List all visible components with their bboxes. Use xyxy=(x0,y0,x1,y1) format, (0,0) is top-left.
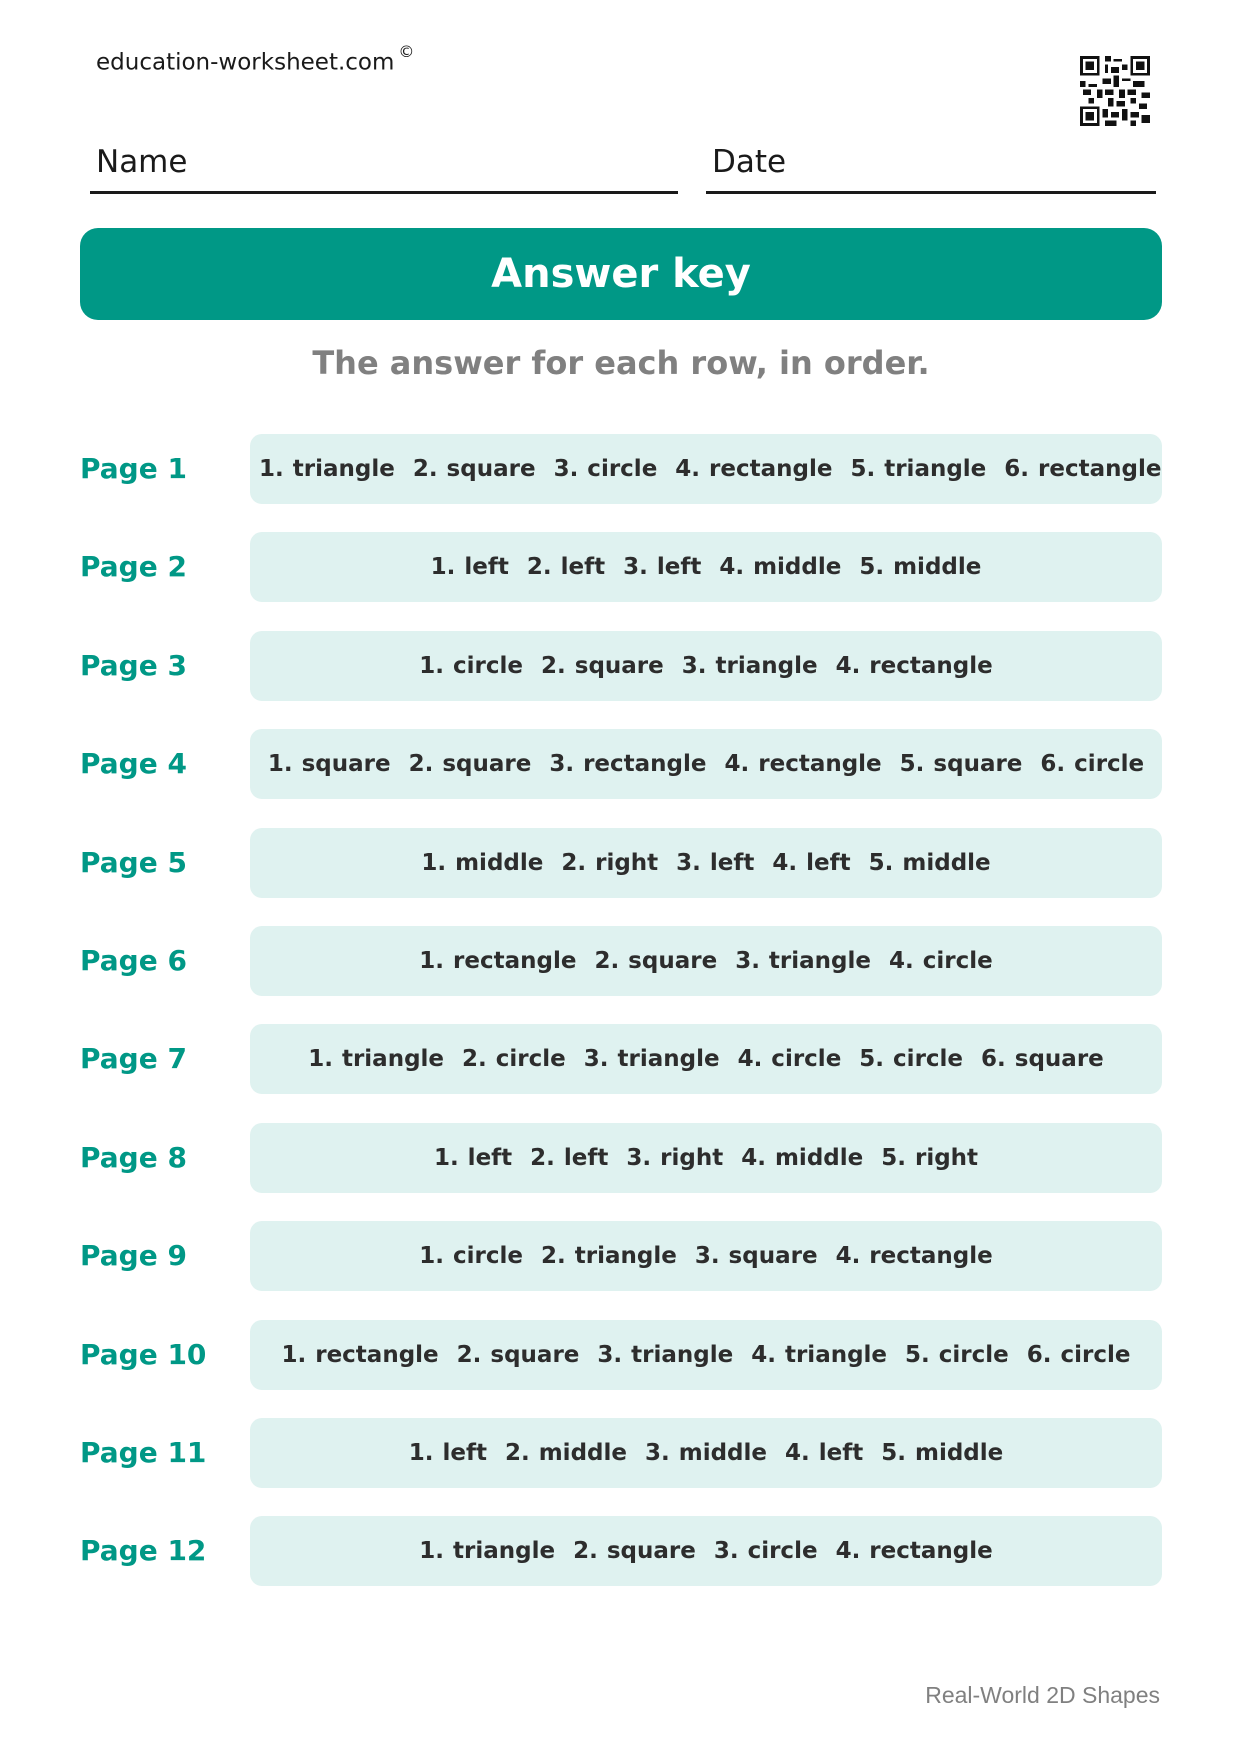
answer-row xyxy=(0,532,1240,602)
answer-row xyxy=(0,1516,1240,1586)
answer-item: 5. middle xyxy=(868,850,991,876)
answer-item: 5. square xyxy=(899,751,1023,777)
answer-item: 3. left xyxy=(623,554,702,580)
answer-item: 2. right xyxy=(561,850,659,876)
answer-row xyxy=(0,434,1240,504)
answer-row xyxy=(0,1221,1240,1291)
page-label: Page 1 xyxy=(80,452,187,485)
answer-item: 2. square xyxy=(412,456,536,482)
answer-row xyxy=(0,1123,1240,1193)
answer-row xyxy=(0,828,1240,898)
answer-item: 4. circle xyxy=(889,948,993,974)
answer-item: 1. square xyxy=(267,751,391,777)
answer-item: 4. left xyxy=(772,850,851,876)
answers-box xyxy=(250,631,1162,701)
answer-item: 2. triangle xyxy=(541,1243,677,1269)
answers-box xyxy=(250,1024,1162,1094)
answer-item: 1. triangle xyxy=(259,456,395,482)
answer-item: 1. rectangle xyxy=(281,1342,439,1368)
answer-item: 6. circle xyxy=(1040,751,1145,777)
answer-item: 1. left xyxy=(433,1145,513,1171)
answer-item: 1. circle xyxy=(419,653,523,679)
page-label: Page 3 xyxy=(80,649,187,682)
answer-item: 2. square xyxy=(408,751,532,777)
answer-item: 4. left xyxy=(785,1440,864,1466)
answer-item: 3. square xyxy=(694,1243,818,1269)
answer-item: 3. circle xyxy=(553,456,658,482)
answers-box xyxy=(250,1320,1162,1390)
date-label: Date xyxy=(712,144,787,180)
answer-item: 4. middle xyxy=(741,1145,864,1171)
answer-row xyxy=(0,1320,1240,1390)
answers-box xyxy=(250,729,1162,799)
answer-item: 5. circle xyxy=(859,1046,964,1072)
page-label: Page 5 xyxy=(80,846,187,879)
answers-box xyxy=(250,926,1162,996)
answer-item: 1. triangle xyxy=(419,1538,556,1564)
answer-item: 3. left xyxy=(676,850,755,876)
answer-item: 1. middle xyxy=(421,850,544,876)
answers-box xyxy=(250,828,1162,898)
answer-item: 1. left xyxy=(430,554,509,580)
answer-row xyxy=(0,729,1240,799)
answer-item: 2. square xyxy=(541,653,664,679)
answer-item: 6. circle xyxy=(1026,1342,1131,1368)
answer-item: 3. triangle xyxy=(597,1342,734,1368)
answer-item: 1. circle xyxy=(419,1243,523,1269)
answer-item: 4. rectangle xyxy=(835,1243,993,1269)
answer-row xyxy=(0,1024,1240,1094)
footer-title: Real-World 2D Shapes xyxy=(925,1682,1160,1708)
answer-row xyxy=(0,1418,1240,1488)
answer-row xyxy=(0,926,1240,996)
answer-item: 2. circle xyxy=(462,1046,566,1072)
answer-item: 2. square xyxy=(594,948,718,974)
answers-box xyxy=(250,1418,1162,1488)
answer-item: 4. triangle xyxy=(751,1342,888,1368)
answers-box xyxy=(250,532,1162,602)
page-label: Page 7 xyxy=(80,1042,187,1075)
answer-item: 1. left xyxy=(408,1440,487,1466)
answer-item: 3. circle xyxy=(713,1538,818,1564)
answer-item: 5. middle xyxy=(881,1440,1004,1466)
answers-box xyxy=(250,1123,1162,1193)
copyright-mark: © xyxy=(398,42,415,61)
page-label: Page 2 xyxy=(80,550,187,583)
page-label: Page 4 xyxy=(80,747,187,780)
answer-item: 6. square xyxy=(981,1046,1104,1072)
answer-item: 3. triangle xyxy=(583,1046,720,1072)
answers-box xyxy=(250,1516,1162,1586)
page-label: Page 9 xyxy=(80,1239,187,1272)
answer-item: 4. rectangle xyxy=(835,653,993,679)
page-label: Page 11 xyxy=(80,1436,207,1469)
answer-item: 4. circle xyxy=(737,1046,842,1072)
answer-item: 4. rectangle xyxy=(835,1538,993,1564)
answer-item: 2. square xyxy=(456,1342,580,1368)
answer-item: 4. rectangle xyxy=(675,456,833,482)
answer-item: 5. triangle xyxy=(850,456,987,482)
answer-item: 4. rectangle xyxy=(724,751,882,777)
answers-box xyxy=(250,1221,1162,1291)
answer-item: 3. triangle xyxy=(681,653,818,679)
answer-item: 2. square xyxy=(573,1538,696,1564)
answer-item: 1. rectangle xyxy=(419,948,577,974)
answer-item: 2. left xyxy=(526,554,606,580)
answers-box xyxy=(250,434,1162,504)
answer-item: 3. middle xyxy=(644,1440,767,1466)
answer-item: 5. right xyxy=(881,1145,979,1171)
page-label: Page 12 xyxy=(80,1534,207,1567)
page-label: Page 8 xyxy=(80,1141,187,1174)
answer-item: 6. rectangle xyxy=(1004,456,1162,482)
site-url: education-worksheet.com xyxy=(96,49,395,76)
answer-item: 2. middle xyxy=(504,1440,627,1466)
page-label: Page 10 xyxy=(80,1338,207,1371)
answer-item: 1. triangle xyxy=(308,1046,445,1072)
answer-item: 3. right xyxy=(626,1145,724,1171)
answer-item: 5. circle xyxy=(905,1342,1009,1368)
page-label: Page 6 xyxy=(80,944,187,977)
answer-item: 3. rectangle xyxy=(549,751,707,777)
answer-item: 3. triangle xyxy=(735,948,871,974)
instructions: The answer for each row, in order. xyxy=(312,344,930,382)
answer-item: 5. middle xyxy=(859,554,982,580)
answer-item: 2. left xyxy=(530,1145,609,1171)
name-label: Name xyxy=(96,144,188,180)
answer-item: 4. middle xyxy=(719,554,842,580)
answer-key-banner: Answer key xyxy=(80,228,1162,320)
answer-row xyxy=(0,631,1240,701)
